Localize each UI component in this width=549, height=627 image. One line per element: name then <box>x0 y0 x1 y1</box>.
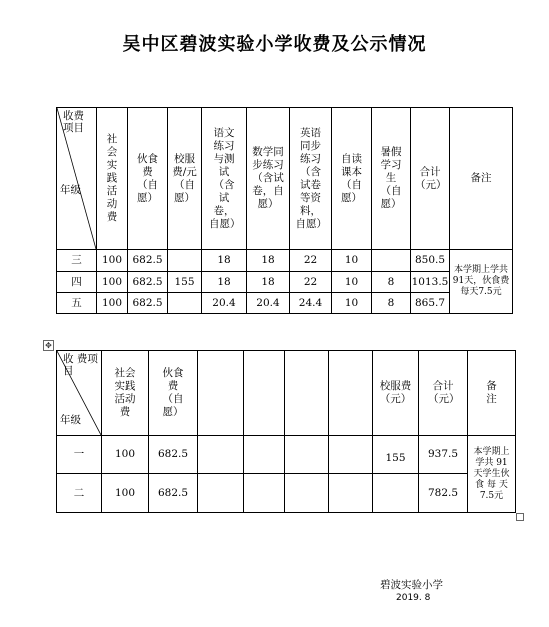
value-cell <box>285 474 329 513</box>
value-cell: 100 <box>97 272 128 293</box>
value-cell: 682.5 <box>128 272 168 293</box>
grade-cell: 五 <box>57 293 97 314</box>
school-signature: 碧波实验小学 <box>380 579 443 591</box>
value-cell: 22 <box>290 272 332 293</box>
column-header: 备注 <box>468 351 516 436</box>
remarks-cell: 本学期上学共 91 天学生伙食 每 天7.5元 <box>468 436 516 513</box>
grade-cell: 一 <box>57 436 102 474</box>
value-cell <box>373 474 419 513</box>
total-cell: 865.7 <box>411 293 450 314</box>
empty-header-cell <box>244 351 285 436</box>
value-cell: 155 <box>168 272 202 293</box>
column-header: 社会实践活动费 <box>102 351 149 436</box>
value-cell <box>244 474 285 513</box>
value-cell: 682.5 <box>128 250 168 272</box>
column-header: 英语同步练习（含试卷等资料，自愿） <box>290 108 332 250</box>
value-cell: 20.4 <box>202 293 247 314</box>
value-cell: 10 <box>332 250 372 272</box>
column-header: 暑假学习生（自愿） <box>372 108 411 250</box>
value-cell: 682.5 <box>128 293 168 314</box>
value-cell: 8 <box>372 293 411 314</box>
value-cell: 100 <box>97 250 128 272</box>
value-cell <box>285 436 329 474</box>
column-header: 合计（元） <box>419 351 468 436</box>
value-cell: 22 <box>290 250 332 272</box>
column-header: 数学同步练习（含试卷，自愿） <box>247 108 290 250</box>
value-cell <box>372 250 411 272</box>
empty-header-cell <box>329 351 373 436</box>
table-row <box>57 272 513 293</box>
corner-label-grade: 年级 <box>60 414 81 426</box>
column-header: 校服费（元） <box>373 351 419 436</box>
table-row <box>57 293 513 314</box>
column-header: 校服费/元（自愿） <box>168 108 202 250</box>
value-cell: 18 <box>247 250 290 272</box>
total-cell: 850.5 <box>411 250 450 272</box>
corner-header-cell <box>57 108 97 250</box>
value-cell: 100 <box>97 293 128 314</box>
value-cell <box>198 436 244 474</box>
value-cell <box>168 250 202 272</box>
grade-cell: 四 <box>57 272 97 293</box>
value-cell: 682.5 <box>149 436 198 474</box>
table-resize-handle[interactable] <box>516 513 524 521</box>
value-cell: 18 <box>202 250 247 272</box>
column-header: 合计（元） <box>411 108 450 250</box>
value-cell: 155 <box>373 436 419 474</box>
value-cell: 20.4 <box>247 293 290 314</box>
total-cell: 782.5 <box>419 474 468 513</box>
value-cell: 100 <box>102 436 149 474</box>
corner-label-items: 收费项目 <box>63 110 84 134</box>
empty-header-cell <box>198 351 244 436</box>
column-header: 备注 <box>450 108 513 250</box>
column-header: 社会实践活动费 <box>97 108 128 250</box>
fee-table-grades-1-2 <box>56 350 516 513</box>
table-move-handle-icon[interactable]: ✥ <box>43 340 54 351</box>
value-cell: 8 <box>372 272 411 293</box>
column-header: 伙食费（自愿） <box>149 351 198 436</box>
empty-header-cell <box>285 351 329 436</box>
corner-label-grade: 年级 <box>60 184 81 196</box>
table-header-row <box>57 351 516 436</box>
value-cell: 24.4 <box>290 293 332 314</box>
value-cell: 100 <box>102 474 149 513</box>
column-header: 自读课本（自愿） <box>332 108 372 250</box>
table-header-row <box>57 108 513 250</box>
value-cell <box>168 293 202 314</box>
total-cell: 1013.5 <box>411 272 450 293</box>
remarks-cell: 本学期上学共91天，伙食费每天7.5元 <box>450 250 513 314</box>
table-row <box>57 436 516 474</box>
value-cell: 10 <box>332 272 372 293</box>
table-row <box>57 250 513 272</box>
value-cell: 18 <box>247 272 290 293</box>
page-title: 吴中区碧波实验小学收费及公示情况 <box>122 34 427 55</box>
value-cell: 18 <box>202 272 247 293</box>
value-cell <box>329 436 373 474</box>
column-header: 伙食费（自愿） <box>128 108 168 250</box>
value-cell <box>329 474 373 513</box>
grade-cell: 二 <box>57 474 102 513</box>
value-cell <box>244 436 285 474</box>
corner-header-cell <box>57 351 102 436</box>
fee-table-grades-3-5 <box>56 107 513 314</box>
table-row <box>57 474 516 513</box>
signature-date: 2019. 8 <box>396 593 431 603</box>
value-cell: 682.5 <box>149 474 198 513</box>
column-header: 语文练习与测试（含试卷，自愿） <box>202 108 247 250</box>
value-cell <box>198 474 244 513</box>
grade-cell: 三 <box>57 250 97 272</box>
value-cell: 10 <box>332 293 372 314</box>
corner-label-items: 收 费项目 <box>63 353 98 377</box>
total-cell: 937.5 <box>419 436 468 474</box>
